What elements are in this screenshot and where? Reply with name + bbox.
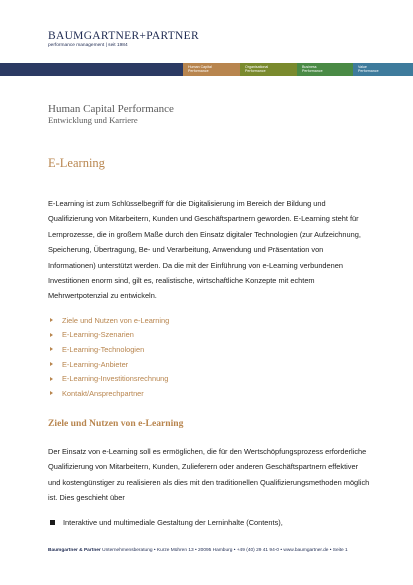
- nav-tab-label-1: Human Capital: [188, 65, 212, 69]
- nav-tab-label-2: Performance: [302, 69, 323, 74]
- company-logo[interactable]: [48, 30, 199, 49]
- toc-link-label: E-Learning-Technologien: [62, 344, 145, 354]
- footer-brand: Baumgartner & Partner: [48, 548, 101, 553]
- nav-tab-business[interactable]: [297, 63, 353, 76]
- toc-link[interactable]: [48, 357, 169, 372]
- nav-tab-label-2: Performance: [358, 69, 379, 74]
- toc-link[interactable]: [48, 313, 169, 328]
- top-navigation-band: [0, 63, 413, 76]
- page-subtitle: Entwicklung und Karriere: [48, 115, 138, 125]
- toc-link[interactable]: [48, 342, 169, 357]
- bullet-text: Interaktive und multimediale Gestaltung der Lerninhalte (Contents),: [63, 518, 283, 527]
- toc-link[interactable]: [48, 386, 169, 401]
- section-heading: E-Learning: [48, 156, 105, 170]
- toc-link-label: E-Learning-Investitionsrechnung: [62, 374, 169, 384]
- page-header: [48, 103, 174, 126]
- nav-tab-organisational[interactable]: [240, 63, 297, 76]
- logo-tagline: performance management | seit 1984: [48, 43, 128, 48]
- toc-link-label: E-Learning-Anbieter: [62, 359, 129, 369]
- square-bullet-icon: [50, 520, 55, 525]
- nav-tab-value[interactable]: [353, 63, 413, 76]
- arrow-right-icon: [50, 333, 53, 337]
- arrow-right-icon: [50, 362, 53, 366]
- toc-link-label: Kontakt/Ansprechpartner: [62, 388, 144, 398]
- table-of-contents: [48, 313, 169, 401]
- intro-paragraph: E-Learning ist zum Schlüsselbegriff für die Digitalisierung im Bereich der Bildung und Qualifizierung von Mitarbeitern, Kunden und Geschäftspartnern geworden. E-Learning steht für Lernprozesse, die in großem Maße durch den Einsatz digitaler Technologien (zur Aufzeichnung, Speicherung, Übertragung, Be- und Verarbeitung, Anwendung und Präsentation von Informationen) unterstützt werden. Da die mit der Einführung von e-Learning verbundenen Investitionen enorm sind, gilt es, realistische, wirtschaftliche Konzepte mit echtem Mehrwertpotenzial zu entwickeln.: [48, 199, 361, 301]
- nav-tab-label-1: Value: [358, 65, 367, 69]
- arrow-right-icon: [50, 347, 53, 351]
- subsection-paragraph: Der Einsatz von e-Learning soll es ermöglichen, die für den Wertschöpfungsprozess erforderliche Qualifizierung von Mitarbeitern, Kunden, Zulieferern oder anderen Geschäftspartnern effektiver und kostengünstiger zu realisieren als dies mit den traditionellen Qualifizierungsmethoden möglich ist. Dies geschieht über: [48, 447, 370, 503]
- arrow-right-icon: [50, 318, 53, 322]
- logo-wordmark: BAUMGARTNER+PARTNER: [48, 30, 199, 42]
- bullet-item: [48, 518, 283, 527]
- nav-tab-label-2: Performance: [245, 69, 266, 74]
- subsection-heading: Ziele und Nutzen von e-Learning: [48, 418, 184, 429]
- toc-link-label: Ziele und Nutzen von e-Learning: [62, 315, 170, 325]
- page-title: Human Capital Performance: [48, 103, 174, 115]
- nav-dark-segment: [0, 63, 183, 76]
- toc-link[interactable]: [48, 328, 169, 343]
- arrow-right-icon: [50, 377, 53, 381]
- arrow-right-icon: [50, 391, 53, 395]
- footer-text: Unternehmensberatung • Kurze Mühren 13 • 20095 Hamburg • +49 (40) 29 41 94-0 • www.baumgartner.de • Seite 1: [102, 548, 348, 553]
- nav-tab-label-1: Business: [302, 65, 317, 69]
- nav-tab-label-1: Organisational: [245, 65, 269, 69]
- page-footer: [48, 548, 348, 553]
- toc-link-label: E-Learning-Szenarien: [62, 330, 134, 340]
- toc-link[interactable]: [48, 371, 169, 386]
- nav-tab-label-2: Performance: [188, 69, 209, 74]
- nav-tab-human-capital[interactable]: [183, 63, 240, 76]
